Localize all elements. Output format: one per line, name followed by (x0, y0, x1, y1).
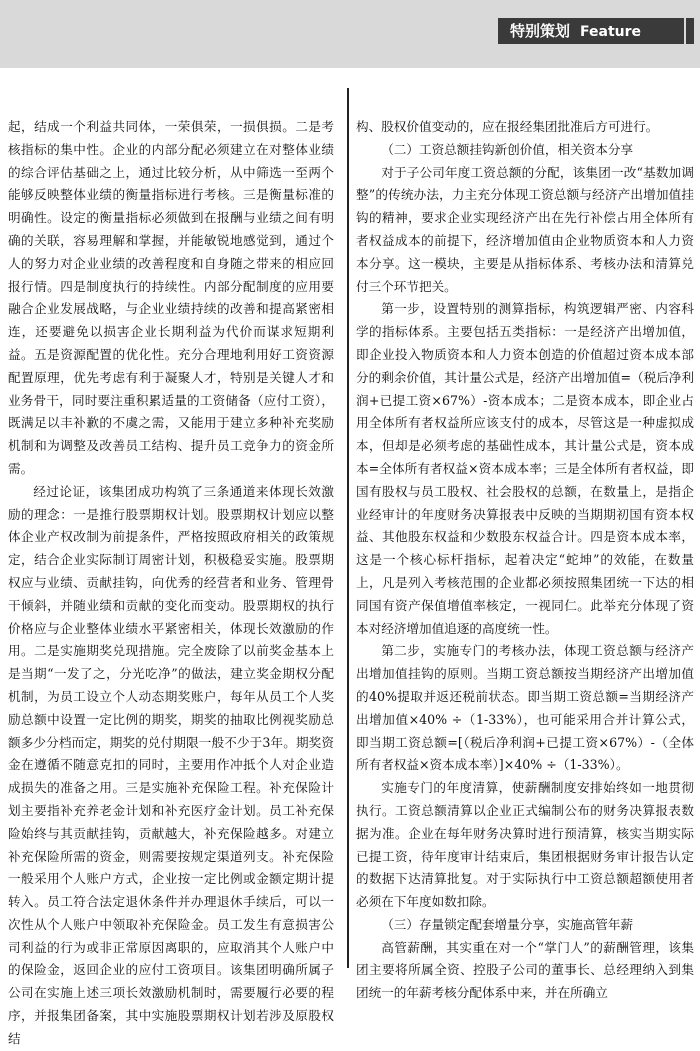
left-column (8, 116, 334, 1051)
paragraph: 起，结成一个利益共同体，一荣俱荣，一损俱损。二是考核指标的集中性。企业的内部分配必须建立在对整体业绩的综合评估基础之上，通过比较分析，从中筛选一至两个能够反映整体业绩的衡量指标进行考核。三是衡量标准的明确性。设定的衡量指标必须做到在报酬与业绩之间有明确的关联，容易理解和掌握，并能敏锐地感觉到，通过个人的努力对企业业绩的改善程度和自身随之带来的相应回报行情。四是制度执行的持续性。内部分配制度的应用要融合企业发展战略，与企业业绩持续的改善和提高紧密相连，还要避免以损害企业长期利益为代价而谋求短期利益。五是资源配置的优化性。充分合理地利用好工资资源配置原理，优先考虑有利于凝聚人才，特别是关键人才和业务骨干，同时要注重积累适量的工资储备（应付工资），既满足以丰补歉的不虞之需，又能用于建立多种补充奖励机制和为调整及改善员工结构、提升员工竞争力的资金所需。 (8, 119, 334, 476)
section-label (498, 18, 684, 44)
column-divider (347, 88, 349, 968)
section-title-en: Feature (580, 24, 642, 40)
right-column (356, 116, 694, 1005)
paragraph: 经过论证，该集团成功构筑了三条通道来体现长效激励的理念：一是推行股票期权计划。股票期权计划应以整体企业产权改制为前提条件，严格按照政府相关的政策规定，结合企业实际制订周密计划，积极稳妥实施。股票期权应与业绩、贡献挂钩，向优秀的经营者和业务、管理骨干倾斜，并随业绩和贡献的变化而变动。股票期权的执行价格应与企业整体业绩水平紧密相关，体现长效激励的作用。二是实施期奖兑现措施。完全废除了以前奖金基本上是当期“一发了之，分光吃净”的做法，建立奖金期权分配机制，为员工设立个人动态期奖账户，每年从员工个人奖励总额中设置一定比例的期奖，期奖的抽取比例视奖励总额多少分档而定，期奖的兑付期限一般不少于3年。期奖资金在遵循不随意克扣的同时，主要用作冲抵个人对企业造成损失的准备之用。三是实施补充保险工程。补充保险计划主要指补充养老金计划和补充医疗金计划。员工补充保险始终与其贡献挂钩，贡献越大，补充保险越多。对建立补充保险所需的资金，则需要按规定渠道列支。补充保险一般采用个人账户方式，企业按一定比例或金额定期计提转入。员工符合法定退休条件并办理退休手续后，可以一次性从个人账户中领取补充保险金。员工发生有意损害公司利益的行为或非正常原因离职的，应取消其个人账户中的保险金，返回企业的应付工资项目。该集团明确所属子公司在实施上述三项长效激励机制时，需要履行必要的程序，并报集团备案，其中实施股票期权计划若涉及原股权结 (8, 483, 334, 1046)
paragraph: 高管薪酬，其实重在对一个“掌门人”的薪酬管理，该集团主要将所属全资、控股子公司的董事长、总经理纳入到集团统一的年薪考核分配体系中来，并在所确立 (356, 939, 694, 1001)
section-title-cn: 特别策划 (510, 22, 571, 40)
paragraph: 第一步，设置特别的测算指标，构筑逻辑严密、内容科学的指标体系。主要包括五类指标：一是经济产出增加值，即企业投入物质资本和人力资本创造的价值超过资本成本部分的剩余价值，其计量公式是，经济产出增加值=（税后净利润+已提工资×67%）-资本成本；二是资本成本，即企业占用全体所有者权益所应该支付的成本，尽管这是一种虚拟成本，但却是必须考虑的基础性成本，其计量公式是，资本成本=全体所有者权益×资本成本率；三是全体所有者权益，即国有股权与员工股权、社会股权的总额，在数量上，是指企业经审计的年度财务决算报表中反映的当期期初国有资本权益、其他股东权益和少数股东权益合计。四是资本成本率，这是一个核心标杆指标，起着决定“蛇坤”的效能，在数量上，凡是列入考核范围的企业都必须按照集团统一下达的相同国有资产保值增值率核定，一视同仁。此举充分体现了资本对经济增加值追逐的高度统一性。 (356, 301, 694, 636)
paragraph: 第二步，实施专门的考核办法，体现工资总额与经济产出增加值挂钩的原则。当期工资总额按当期经济产出增加值的40%提取并返还税前状态。即当期工资总额=当期经济产出增加值×40% ÷（1-33%），也可能采用合并计算公式，即当期工资总额=[（税后净利润+已提工资×67%）-（全体所有者权益×资本成本率）]×40% ÷（1-33%）。 (356, 643, 694, 773)
paragraph: 对于子公司年度工资总额的分配，该集团一改“基数加调整”的传统办法，力主充分体现工资总额与经济产出增加值挂钩的精神，要求企业实现经济产出在先行补偿占用全体所有者权益成本的前提下，经济增加值由企业物质资本和人力资本分享。这一模块，主要是从指标体系、考核办法和清算兑付三个环节把关。 (356, 164, 694, 294)
section-heading: （三）存量锁定配套增量分享，实施高管年薪 (381, 916, 634, 932)
paragraph: 实施专门的年度清算，使薪酬制度安排始终如一地贯彻执行。工资总额清算以企业正式编制公布的财务决算报表数据为准。企业在每年财务决算时进行预清算，核实当期实际已提工资，待年度审计结束后，集团根据财务审计报告认定的数据下达清算批复。对于实际执行中工资总额超额使用者必须在下年度如数扣除。 (356, 780, 694, 910)
paragraph: 构、股权价值变动的，应在报经集团批准后方可进行。 (356, 119, 659, 134)
header-end-block (686, 18, 694, 44)
section-heading: （二）工资总额挂钩新创价值，相关资本分享 (381, 141, 634, 157)
